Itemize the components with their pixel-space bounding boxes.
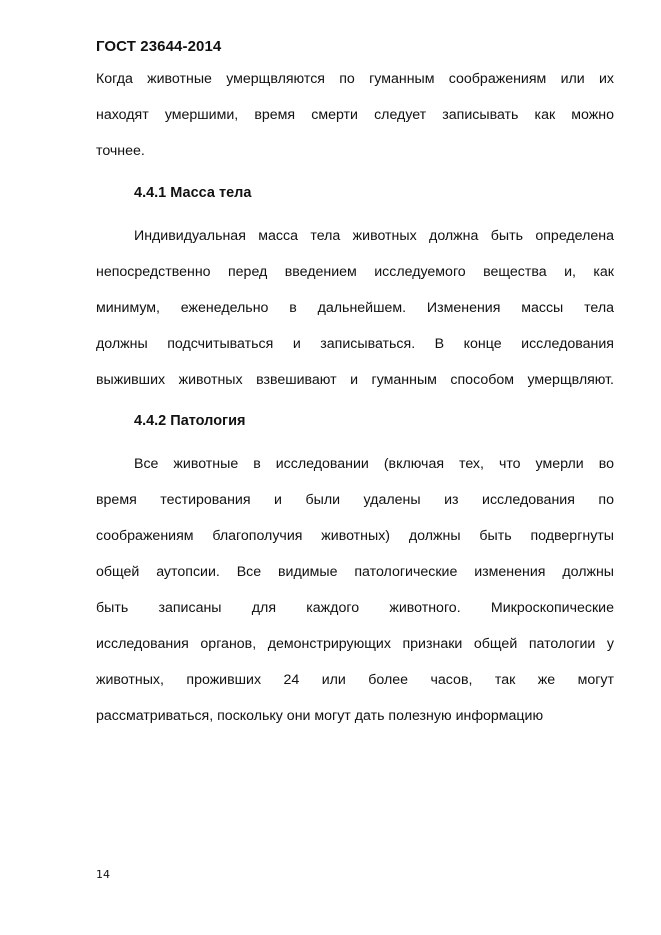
text-line: точнее.: [96, 143, 145, 159]
text-line: выживших животных взвешивают и гуманным способом умерщвляют.: [96, 372, 614, 388]
paragraph-pathology: [96, 446, 614, 734]
document-header: ГОСТ 23644-2014: [96, 38, 222, 55]
section-heading-pathology: 4.4.2 Патология: [134, 413, 246, 429]
paragraph-body-weight: [96, 218, 614, 398]
text-line: быть записаны для каждого животного. Микроскопические: [96, 600, 614, 616]
text-line: минимум, еженедельно в дальнейшем. Изменения массы тела: [96, 300, 614, 316]
text-line: должны подсчитываться и записываться. В конце исследования: [96, 336, 614, 352]
text-line: рассматриваться, поскольку они могут дать полезную информацию: [96, 708, 544, 724]
text-line: Индивидуальная масса тела животных должна быть определена: [134, 228, 614, 244]
text-line: непосредственно перед введением исследуемого вещества и, как: [96, 264, 614, 280]
text-line: время тестирования и были удалены из исследования по: [96, 492, 614, 508]
text-line: общей аутопсии. Все видимые патологические изменения должны: [96, 564, 614, 580]
text-line: соображениям благополучия животных) должны быть подвергнуты: [96, 528, 614, 544]
section-heading-body-weight: 4.4.1 Масса тела: [134, 185, 252, 201]
text-line: находят умершими, время смерти следует записывать как можно: [96, 107, 614, 123]
text-line: Все животные в исследовании (включая тех, что умерли во: [134, 456, 614, 472]
text-line: животных, проживших 24 или более часов, так же могут: [96, 672, 614, 688]
text-line: исследования органов, демонстрирующих признаки общей патологии у: [96, 636, 614, 652]
paragraph-time-of-death: [96, 61, 614, 169]
text-line: Когда животные умерщвляются по гуманным соображениям или их: [96, 71, 614, 87]
page-number: 14: [96, 868, 110, 881]
